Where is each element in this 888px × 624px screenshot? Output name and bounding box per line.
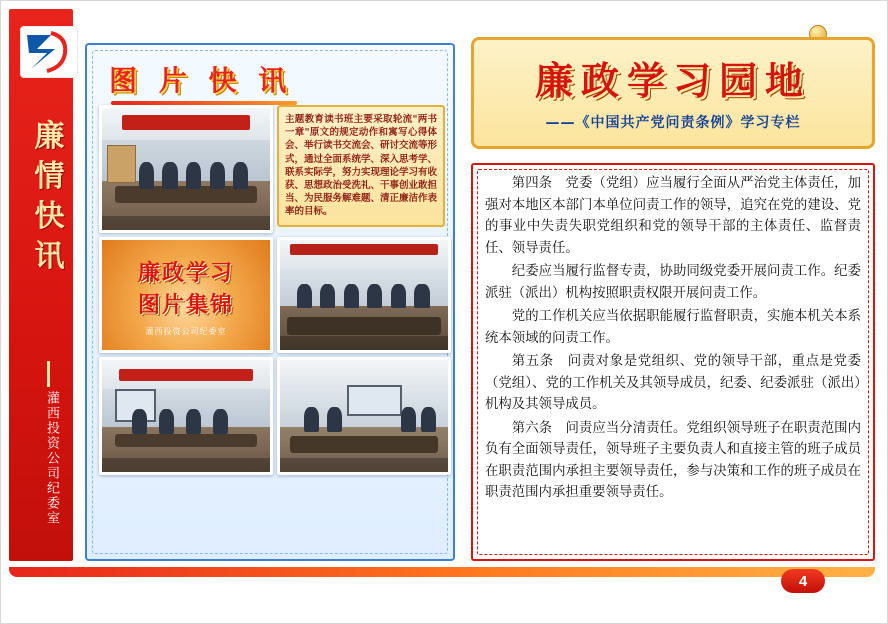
company-logo xyxy=(21,27,77,77)
photo-album-banner xyxy=(99,237,273,353)
article-paragraph: 第五条 问责对象是党组织、党的领导干部，重点是党委（党组）、党的工作机关及其领导成员，纪委、纪委派驻（派出）机构及其领导成员。 xyxy=(485,354,861,412)
article-paragraph: 第四条 党委（党组）应当履行全面从严治党主体责任，加强对本地区本部门本单位问责工作的领导，追究在党的建设、党的事业中失责失职党组织和党的领导干部的主体责任、监督责任、领导责任。 xyxy=(485,176,861,256)
page-number: 4 xyxy=(781,569,825,593)
banner-line-3: 灌西投资公司纪委室 xyxy=(145,327,227,336)
article-paragraph: 第六条 问责应当分清责任。党组织领导班子在职责范围内负有全面领导责任，领导班子主要负责人和直接主管的班子成员在职责范围内承担主要领导责任，参与决策和工作的班子成员在职责范围内承担重要领导责任。 xyxy=(485,420,861,500)
article-paragraph: 党的工作机关应当依据职能履行监督职责，实施本机关本系统本领域的问责工作。 xyxy=(485,309,861,346)
intro-text-card xyxy=(277,105,445,227)
photo-meeting-3 xyxy=(99,357,273,475)
photo-meeting-1 xyxy=(99,105,273,233)
section-header xyxy=(471,37,875,149)
masthead xyxy=(9,9,73,561)
photo-panel-header xyxy=(109,59,309,109)
masthead-title: 廉情快讯 xyxy=(34,119,66,274)
article-paragraph: 纪委应当履行监督专责，协助同级党委开展问责工作。纪委派驻（派出）机构按照职责权限开展问责工作。 xyxy=(485,264,861,301)
logo-icon xyxy=(21,27,77,77)
section-subtitle: ——《中国共产党问责条例》学习专栏 xyxy=(545,115,801,131)
footer-bar xyxy=(9,567,875,577)
banner-line-2: 图片集锦 xyxy=(137,292,234,318)
photo-panel-title: 图 片 快 讯 xyxy=(109,64,293,97)
intro-text: 主题教育读书班主要采取轮流"两书一章"原文的规定动作和寓写心得体会、举行读书交流会、研讨交流等形式，通过全面系统学、深入思考学、联系实际学，努力实现理论学习有收获、思想政治受洗礼、干事创业敢担当、为民服务解难题、清正廉洁作表率的目标。 xyxy=(285,114,438,218)
article-body xyxy=(471,163,875,561)
photo-meeting-4 xyxy=(277,357,451,475)
photo-panel xyxy=(85,43,455,561)
photo-meeting-2 xyxy=(277,237,451,353)
masthead-divider xyxy=(47,361,50,387)
section-title: 廉政学习园地 xyxy=(534,58,811,103)
masthead-subtitle: 灌西投资公司纪委室 xyxy=(44,391,59,526)
banner-line-1: 廉政学习 xyxy=(137,260,234,286)
